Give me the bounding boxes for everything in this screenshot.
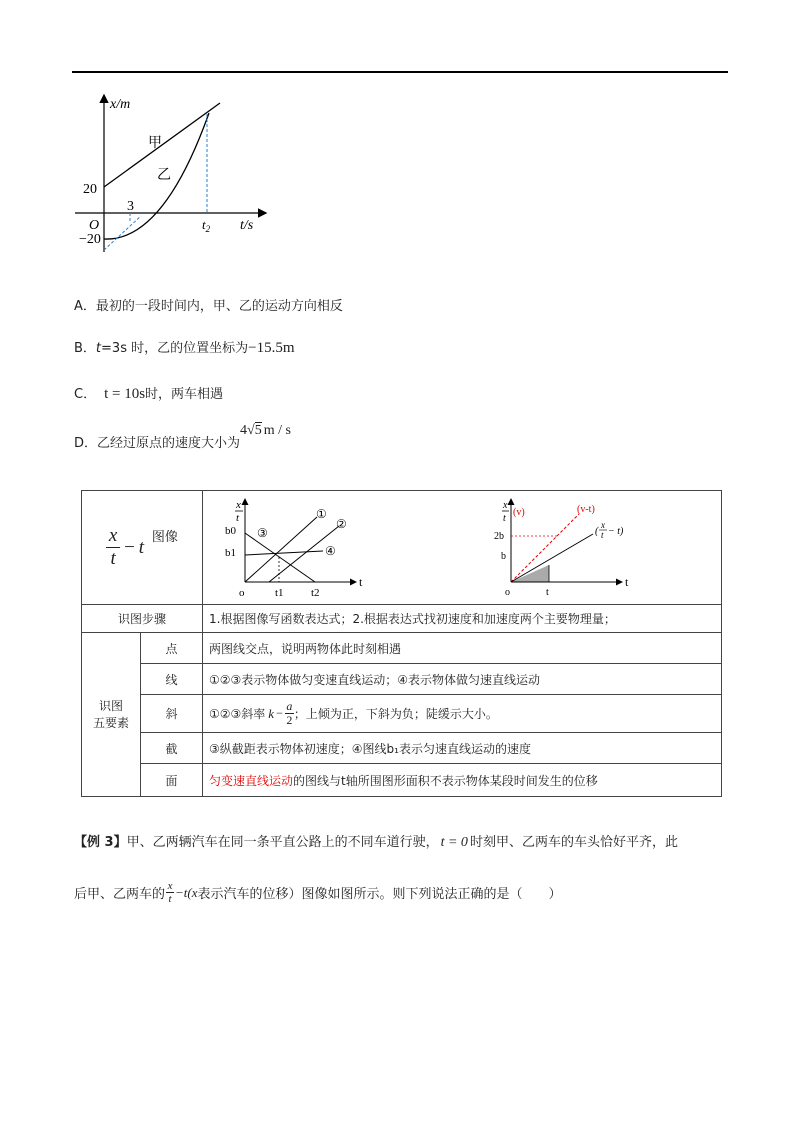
svg-text:o: o — [239, 587, 245, 599]
row-text-intercept: ③纵截距表示物体初速度；④图线b₁表示匀速直线运动的速度 — [203, 733, 722, 764]
svg-text:o: o — [505, 587, 510, 598]
svg-text:t: t — [503, 513, 506, 524]
row-key-point: 点 — [141, 633, 203, 664]
shaded-area — [511, 565, 549, 582]
example-line-2: 后甲、乙两车的 x t −t(x 表示汽车的位移）图像如图所示。则下列说法正确的是（ ） — [74, 880, 562, 905]
origin-label: O — [89, 218, 100, 233]
row-key-intercept: 截 — [141, 733, 203, 764]
label-jia: 甲 — [148, 136, 162, 151]
line-4 — [245, 551, 323, 555]
svg-text:(v): (v) — [513, 507, 525, 518]
svg-text:①: ① — [316, 507, 327, 521]
step-label: 识图步骤 — [82, 605, 203, 633]
row-key-line: 线 — [141, 664, 203, 695]
row-key-area: 面 — [141, 764, 203, 797]
svg-text:t: t — [546, 587, 549, 598]
tick-3: 3 — [127, 199, 134, 214]
svg-text:b0: b0 — [225, 525, 236, 537]
elements-label: 识图 五要素 — [82, 633, 141, 797]
table-title-cell: x t − t 图像 — [82, 491, 203, 605]
example-line-1: 【例 3】甲、乙两辆汽车在同一条平直公路上的不同车道行驶， t = 0 时刻甲、乙两车的车头恰好平齐，此 — [74, 835, 678, 850]
svg-text:x: x — [503, 500, 508, 511]
svg-text:− t): − t) — [608, 526, 624, 537]
svg-text:t: t — [359, 575, 363, 589]
row-key-slope: 斜 — [141, 695, 203, 733]
svg-text:t: t — [625, 575, 629, 589]
y-axis-label: x/m — [110, 97, 131, 112]
row-text-line: ①②③表示物体做匀变速直线运动；④表示物体做匀速直线运动 — [203, 664, 722, 695]
tick-t2: $t_2$ — [202, 217, 211, 234]
table-figure-cell — [203, 491, 722, 605]
xt-t-figure-1 — [227, 494, 377, 602]
svg-text:④: ④ — [325, 544, 336, 558]
svg-text:③: ③ — [257, 526, 268, 540]
svg-text:(: ( — [595, 526, 599, 537]
line-3 — [245, 533, 315, 582]
tick-neg-20: −20 — [79, 232, 101, 247]
row-text-point: 两图线交点，说明两物体此时刻相遇 — [203, 633, 722, 664]
option-b: B．t=3s 时，乙的位置坐标为−15.5m — [74, 340, 295, 356]
xt-t-figure-2 — [493, 494, 653, 602]
svg-text:t: t — [236, 512, 240, 524]
svg-text:t: t — [601, 530, 604, 540]
option-c: C． t = 10s时，两车相遇 — [74, 386, 224, 402]
xt-graph-top — [75, 92, 275, 262]
svg-text:b: b — [501, 551, 506, 562]
option-a: A．最初的一段时间内，甲、乙的运动方向相反 — [74, 299, 343, 314]
step-text: 1.根据图像写函数表达式；2.根据表达式找初速度和加速度两个主要物理量； — [203, 605, 722, 633]
row-text-slope: ①②③斜率 k − a 2 ；上倾为正，下斜为负；陡缓示大小。 — [203, 695, 722, 733]
summary-table — [81, 490, 722, 797]
svg-text:(v-t): (v-t) — [577, 504, 595, 515]
svg-text:t1: t1 — [275, 587, 284, 599]
svg-text:2b: 2b — [494, 531, 504, 542]
svg-text:x: x — [236, 499, 241, 511]
option-d: D．乙经过原点的速度大小为4√5 m / s — [74, 423, 291, 451]
label-yi: 乙 — [157, 168, 171, 183]
top-rule — [72, 71, 728, 73]
svg-text:x: x — [601, 520, 605, 530]
svg-text:t2: t2 — [311, 587, 320, 599]
svg-text:②: ② — [336, 517, 347, 531]
tangent-dashed — [104, 216, 141, 250]
row-text-area: 匀变速直线运动的图线与t轴所围图形面积不表示物体某段时间发生的位移 — [203, 764, 722, 797]
x-axis-label: t/s — [240, 218, 254, 233]
svg-text:b1: b1 — [225, 547, 236, 559]
tick-20: 20 — [83, 182, 97, 197]
